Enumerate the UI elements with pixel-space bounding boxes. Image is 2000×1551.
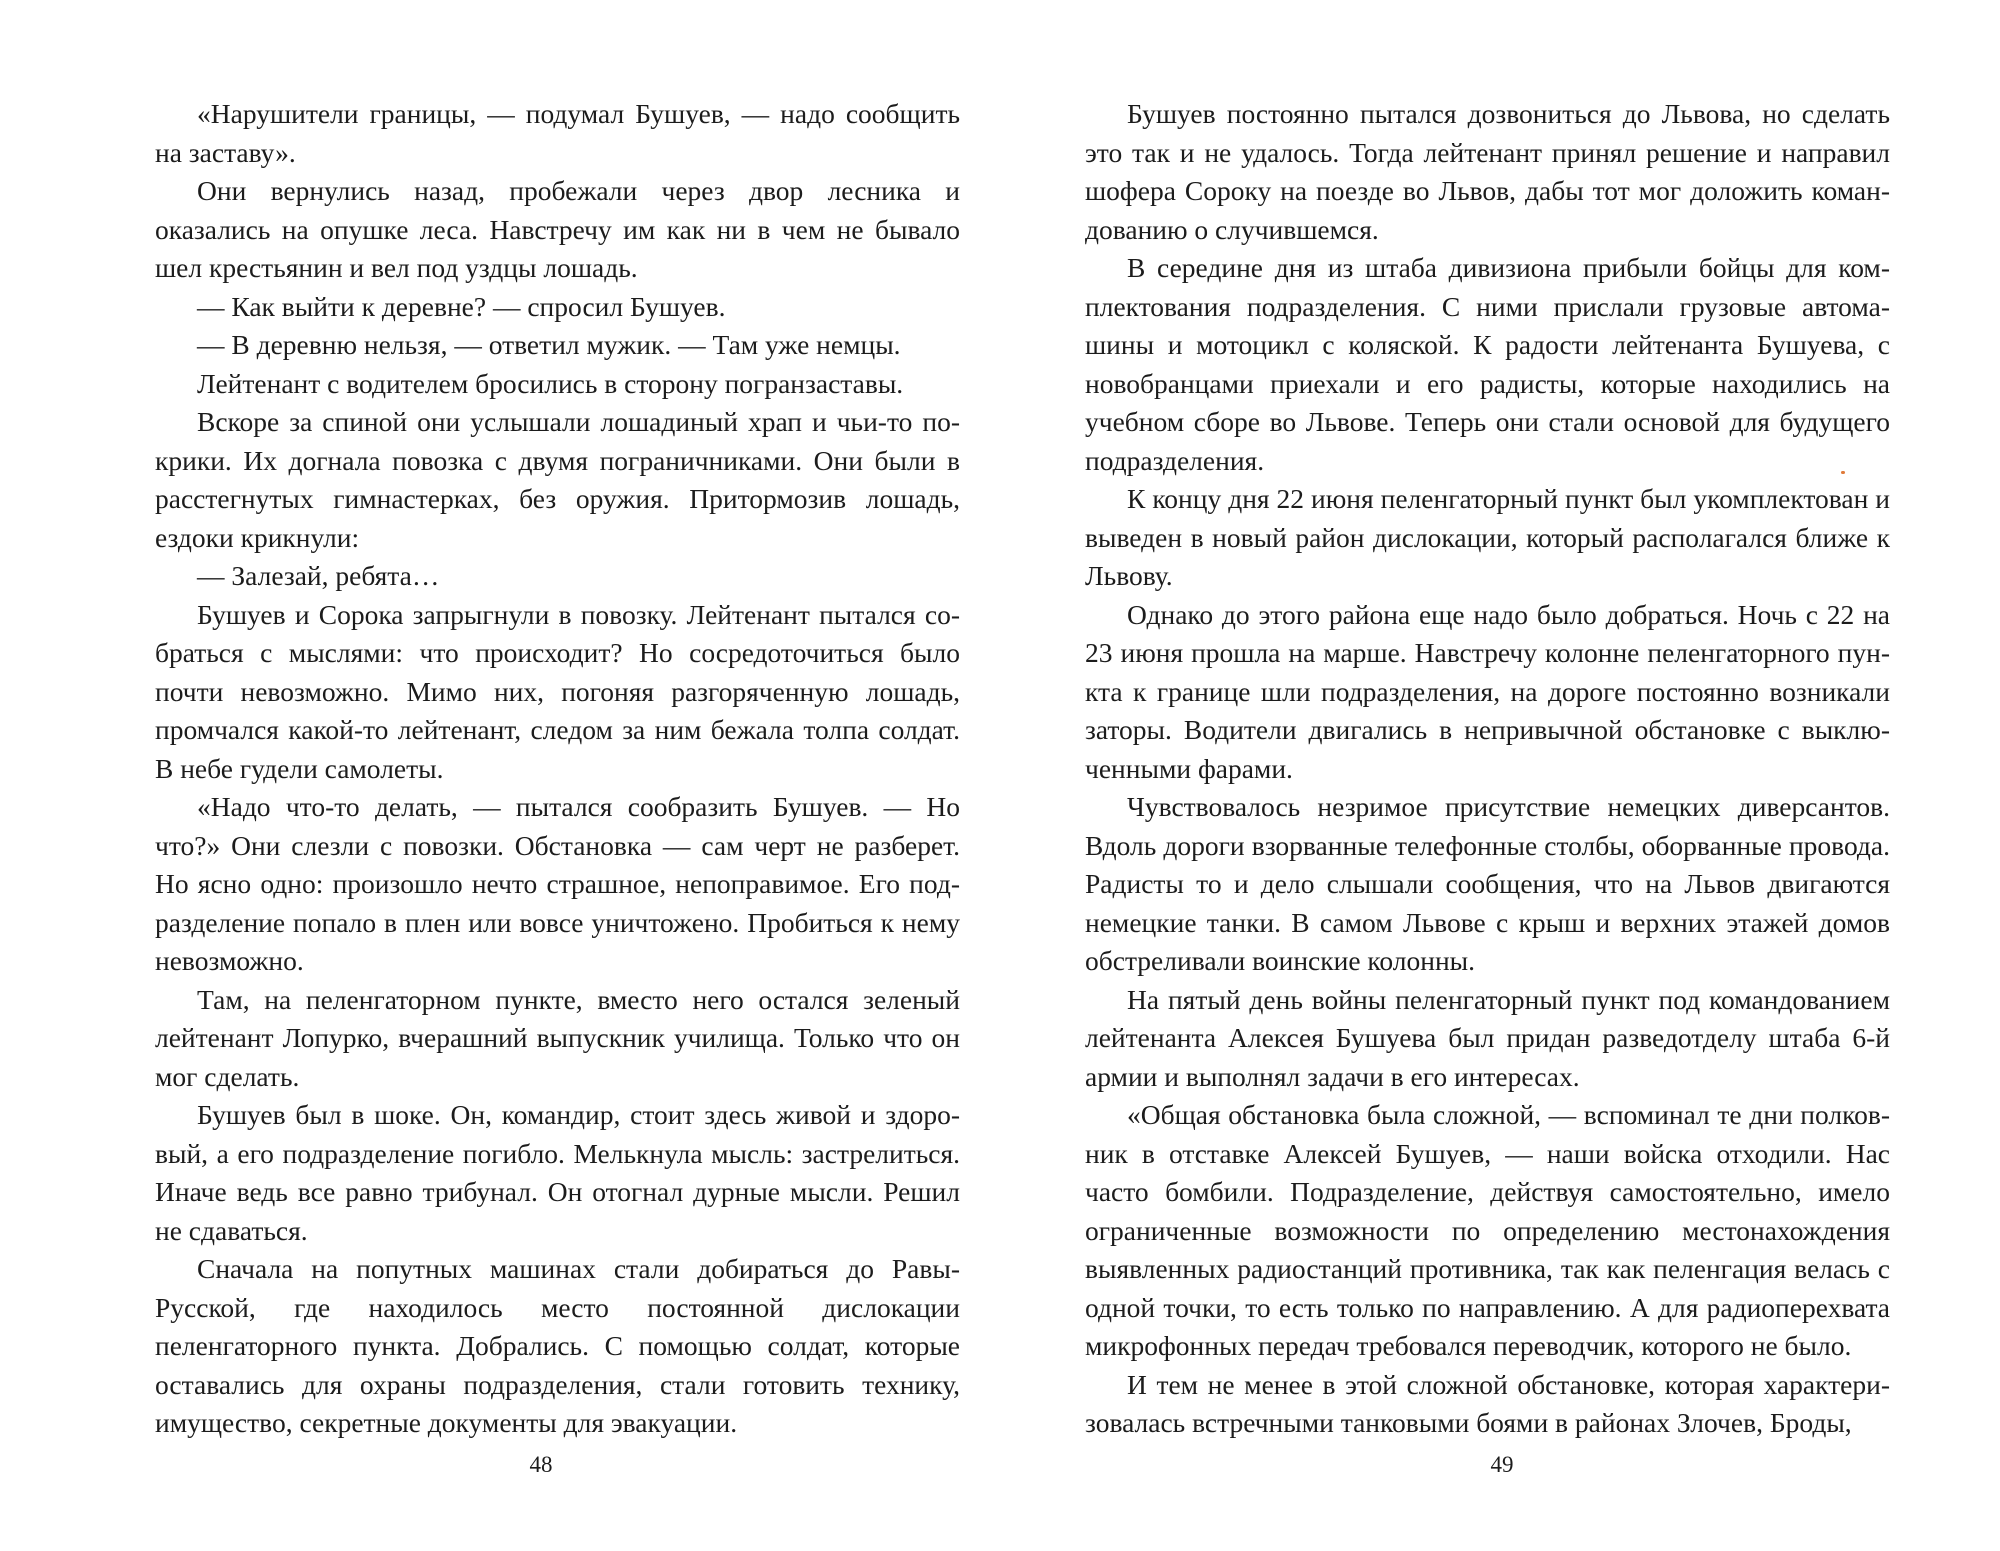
left-paragraph-3: — Как выйти к деревне? — спросил Бушуев. [197,290,726,322]
left-paragraph-8: Бушуев и Сорока запрыгнули в повозку. Лейтенант пытался собраться с мыслями: что происходит? Но сосредоточиться было почти невозможно. Мимо них, погоняя разгоряченную лошадь, промчался какой-то лейтенант, следом за ним бежала толпа солдат. В небе гудели самолеты. [155,598,960,784]
right-paragraph-2: В середине дня из штаба дивизиона прибыли бойцы для комплектования подразделения. С ними прислали грузовые автомашины и мотоцикл с коляской. К радости лейтенанта Бушуева, с новобранцами приехали и его радисты, которые находились на учебном сборе во Львове. Теперь они стали основой для будущего подразделения. [1085,252,1890,476]
left-paragraph-1: «Нарушители границы, — подумал Бушуев, — надо сообщить на заставу». [155,98,960,168]
left-paragraph-4: — В деревню нельзя, — ответил мужик. — Там уже немцы. [197,329,901,360]
left-paragraph-2: Они вернулись назад, пробежали через двор лесника и оказались на опушке леса. Навстречу им как ни в чем не бывало шел крестьянин и вел под уздцы лошадь. [155,175,960,283]
page-number-left: 48 [529,1452,553,1477]
left-paragraph-10: Там, на пеленгаторном пункте, вместо него остался зеленый лейтенант Лопурко, вчерашний выпускник училища. Только что он мог сделать. [155,983,960,1092]
right-paragraph-8: И тем не менее в этой сложной обстановке, которая характеризовалась встречными танковыми боями в районах Злочев, Броды, [1085,1368,1890,1438]
right-page [1085,95,1890,1443]
page-number-right: 49 [1490,1452,1514,1477]
left-paragraph-9: «Надо что-то делать, — пытался сообразить Бушуев. — Но что?» Они слезли с повозки. Обстановка — сам черт не разберет. Но ясно одно: произошло нечто страшное, непоправимое. Его подразделение попало в плен или вовсе уничтожено. Пробиться к нему невозможно. [155,791,960,976]
left-paragraph-12: Сначала на попутных машинах стали добираться до Равы-Русской, где находилось место постоянной дислокации пеленгаторного пункта. Добрались. С помощью солдат, которые оставались для охраны подразделения, стали готовить технику, имущество, секретные документы для эвакуации. [155,1253,960,1438]
left-paragraph-11: Бушуев был в шоке. Он, командир, стоит здесь живой и здоровый, а его подразделение погибло. Мелькнула мысль: застрелиться. Иначе ведь все равно трибунал. Он отогнал дурные мысли. Решил не сдаваться. [155,1099,960,1246]
right-paragraph-4: Однако до этого района еще надо было добраться. Ночь с 22 на 23 июня прошла на марше. Навстречу колонне пеленгаторного пункта к границе шли подразделения, на дороге постоянно возникали заторы. Водители двигались в непривычной обстановке с выключенными фарами. [1085,598,1890,784]
left-paragraph-6: Вскоре за спиной они услышали лошадиный храп и чьи-то покрики. Их догнала повозка с двумя пограничниками. Они были в расстегнутых гимнастерках, без оружия. Притормозив лошадь, ездоки крикнули: [155,406,960,553]
print-speck [1841,471,1845,474]
right-paragraph-6: На пятый день войны пеленгаторный пункт под командованием лейтенанта Алексея Бушуева был придан разведотделу штаба 6-й армии и выполнял задачи в его интересах. [1085,983,1890,1092]
right-paragraph-1: Бушуев постоянно пытался дозвониться до Львова, но сделать это так и не удалось. Тогда лейтенант принял решение и направил шофера Сороку на поезде во Львов, дабы тот мог доложить командованию о случившемся. [1085,98,1890,245]
left-paragraph-5: Лейтенант с водителем бросились в сторону погранзаставы. [197,367,904,399]
right-paragraph-3: К концу дня 22 июня пеленгаторный пункт был укомплектован и выведен в новый район дислокации, который располагался ближе к Львову. [1085,483,1890,591]
left-page [155,95,960,1443]
right-paragraph-5: Чувствовалось незримое присутствие немецких диверсантов. Вдоль дороги взорванные телефонные столбы, оборванные провода. Радисты то и дело слышали сообщения, что на Львов двигаются немецкие танки. В самом Львове с крыш и верхних этажей домов обстреливали воинские колонны. [1085,791,1890,976]
right-paragraph-7: «Общая обстановка была сложной, — вспоминал те дни полковник в отставке Алексей Бушуев, — наши войска отходили. Нас часто бомбили. Подразделение, действуя самостоятельно, имело ограниченные возможности по определению местонахождения выявленных радиостанций противника, так как пеленгация велась с одной точки, то есть только по направлению. А для радиоперехвата микрофонных передач требовался переводчик, которого не было. [1085,1099,1890,1361]
left-paragraph-7: — Залезай, ребята… [197,560,440,591]
